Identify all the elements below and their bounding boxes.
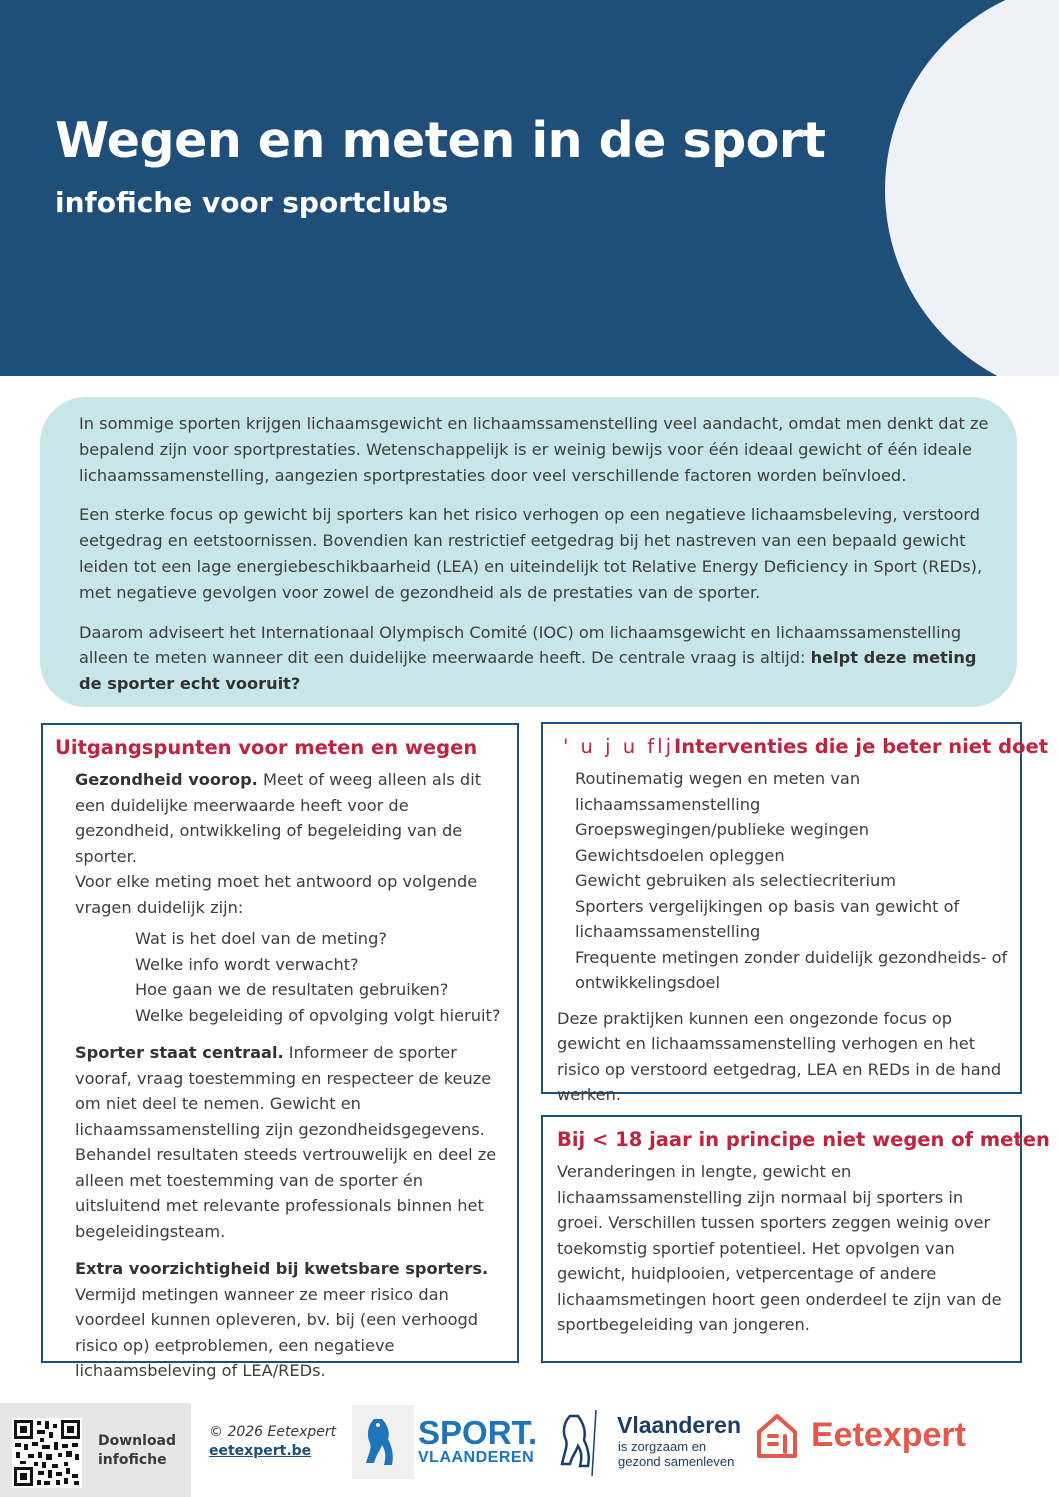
intervention-item: Gewicht gebruiken als selectiecriterium (575, 871, 897, 890)
youth-title: Bij < 18 jaar in principe niet wegen of meten (557, 1128, 1050, 1151)
principle-athlete-text: Informeer de sporter vooraf, vraag toestemming en respecteer de keuze om niet deel te nemen. Gewicht en lichaamssamenstelling zijn gezondheidsgegevens. Behandel resultaten steeds vertrouwelijk en deel ze alleen met toestemming van de sporter én uitsluitend met relevante professionals binnen het begeleidingsteam. (75, 1043, 497, 1241)
youth-box (541, 1115, 1050, 1363)
qr-code-graphic (12, 1418, 82, 1488)
page-title: Wegen en meten in de sport (55, 112, 826, 169)
qr-label-line-1: Download (98, 1433, 177, 1449)
interventions-title (557, 734, 1049, 760)
intervention-item: Gewichtsdoelen opleggen (575, 845, 785, 865)
question-item: Welke begeleiding of opvolging volgt hieruit? (135, 1005, 501, 1025)
lion-emblem-icon (352, 1405, 414, 1479)
intervention-item: Routinematig wegen en meten van lichaamssamenstelling (575, 769, 861, 814)
copyright-text: © 2026 Eetexpert (209, 1424, 337, 1440)
eetexpert-link[interactable]: eetexpert.be (209, 1443, 312, 1459)
decorative-circle (885, 0, 1059, 376)
intro-paragraph-3 (79, 620, 999, 697)
page-subtitle: infofiche voor sportclubs (55, 186, 449, 219)
vlaanderen-logo (556, 1402, 746, 1480)
principle-health-text: Meet of weeg alleen als dit een duidelijke meerwaarde heeft voor de gezondheid, ontwikkeling of begeleiding van de sporter. (75, 770, 482, 866)
eetexpert-wordmark: Eetexpert (811, 1416, 966, 1454)
question-item: Wat is het doel van de meting? (135, 929, 387, 948)
qr-code[interactable] (12, 1418, 82, 1488)
qr-label-line-2: infofiche (98, 1452, 167, 1468)
header-banner (0, 0, 1059, 376)
intervention-item: Groepswegingen/publieke wegingen (575, 820, 869, 839)
lion-outline-icon (556, 1410, 604, 1476)
intro-paragraph-1: In sommige sporten krijgen lichaamsgewicht en lichaamssamenstelling veel aandacht, omdat men denkt dat ze bepalend zijn voor sportprestaties. Wetenschappelijk is er weinig bewijs voor één ideaal gewicht of één ideale lichaamssamenstelling, aangezien sportprestaties door veel verschillende factoren worden beïnvloed. (79, 414, 989, 485)
eetexpert-logo (755, 1408, 1000, 1468)
principle-health-text-2: Voor elke meting moet het antwoord op volgende vragen duidelijk zijn: (75, 872, 478, 917)
question-item: Hoe gaan we de resultaten gebruiken? (135, 980, 449, 999)
qr-download-label[interactable] (98, 1432, 176, 1470)
intervention-list (557, 766, 1008, 996)
principle-vulnerable (55, 1256, 503, 1384)
vlaanderen-wordmark: VLAANDEREN (418, 1449, 535, 1466)
interventions-box (541, 722, 1049, 1104)
principle-vulnerable-heading: Extra voorzichtigheid bij kwetsbare sporters. (75, 1259, 489, 1278)
title-glyphs: ' u j u flj (563, 735, 674, 758)
vlaanderen-tagline: is zorgzaam en gezond samenleven (618, 1439, 735, 1469)
interventions-conclusion: Deze praktijken kunnen een ongezonde focus op gewicht en lichaamssamenstelling verhogen en het risico op verstoord eetgedrag, LEA en REDs in de hand werken. (557, 1008, 1002, 1104)
interventions-title-text: Interventies die je beter niet doet (674, 735, 1049, 758)
central-question: helpt deze meting de sporter echt vooruit? (79, 648, 977, 694)
intervention-item: Sporters vergelijkingen op basis van gewicht of lichaamssamenstelling (575, 896, 960, 941)
intro-paragraph-2: Een sterke focus op gewicht bij sporters kan het risico verhogen op een negatieve lichaamsbeleving, verstoord eetgedrag en eetstoornissen. Bovendien kan restrictief eetgedrag bij het nastreven van een bepaald gewicht leiden tot een lage energiebeschikbaarheid (LEA) en uiteindelijk tot Relative Energy Deficiency in Sport (REDs), met negatieve gevolgen voor zowel de gezondheid als de prestaties van de sporter. (79, 505, 983, 602)
intro-paragraph-3-text: Daarom adviseert het Internationaal Olympisch Comité (IOC) om lichaamsgewicht en lichaamssamenstelling alleen te meten wanneer dit een duidelijke meerwaarde heeft. De centrale vraag is altijd: (79, 622, 962, 668)
principle-athlete-central (55, 1040, 503, 1244)
principles-box (41, 723, 519, 1380)
intervention-item: Frequente metingen zonder duidelijk gezondheids- of ontwikkelingsdoel (575, 947, 1008, 992)
principle-athlete-heading: Sporter staat centraal. (75, 1043, 284, 1062)
sport-vlaanderen-logo (352, 1405, 552, 1479)
principle-health (55, 767, 503, 1028)
vlaanderen-wordmark: Vlaanderen (617, 1412, 741, 1438)
youth-text: Veranderingen in lengte, gewicht en lichaamssamenstelling zijn normaal bij sporters in groei. Verschillen tussen sporters zeggen weinig over toekomstig sportief potentieel. Het opvolgen van gewicht, huidplooien, vetpercentage of andere lichaamsmetingen hoort geen onderdeel te zijn van de sportbegeleiding van jongeren. (557, 1162, 1002, 1334)
intro-panel (40, 397, 1017, 707)
house-icon (755, 1412, 799, 1460)
question-list (75, 926, 503, 1028)
principles-title: Uitgangspunten voor meten en wegen (55, 736, 478, 759)
principle-vulnerable-text: Vermijd metingen wanneer ze meer risico dan voordeel kunnen opleveren, bv. bij (een verhoogd risico op) eetproblemen, een negatieve lichaamsbeleving of LEA/REDs. (75, 1284, 479, 1380)
principle-health-heading: Gezondheid voorop. (75, 770, 258, 789)
question-item: Welke info wordt verwacht? (135, 954, 359, 974)
sport-wordmark: SPORT. (418, 1414, 538, 1451)
